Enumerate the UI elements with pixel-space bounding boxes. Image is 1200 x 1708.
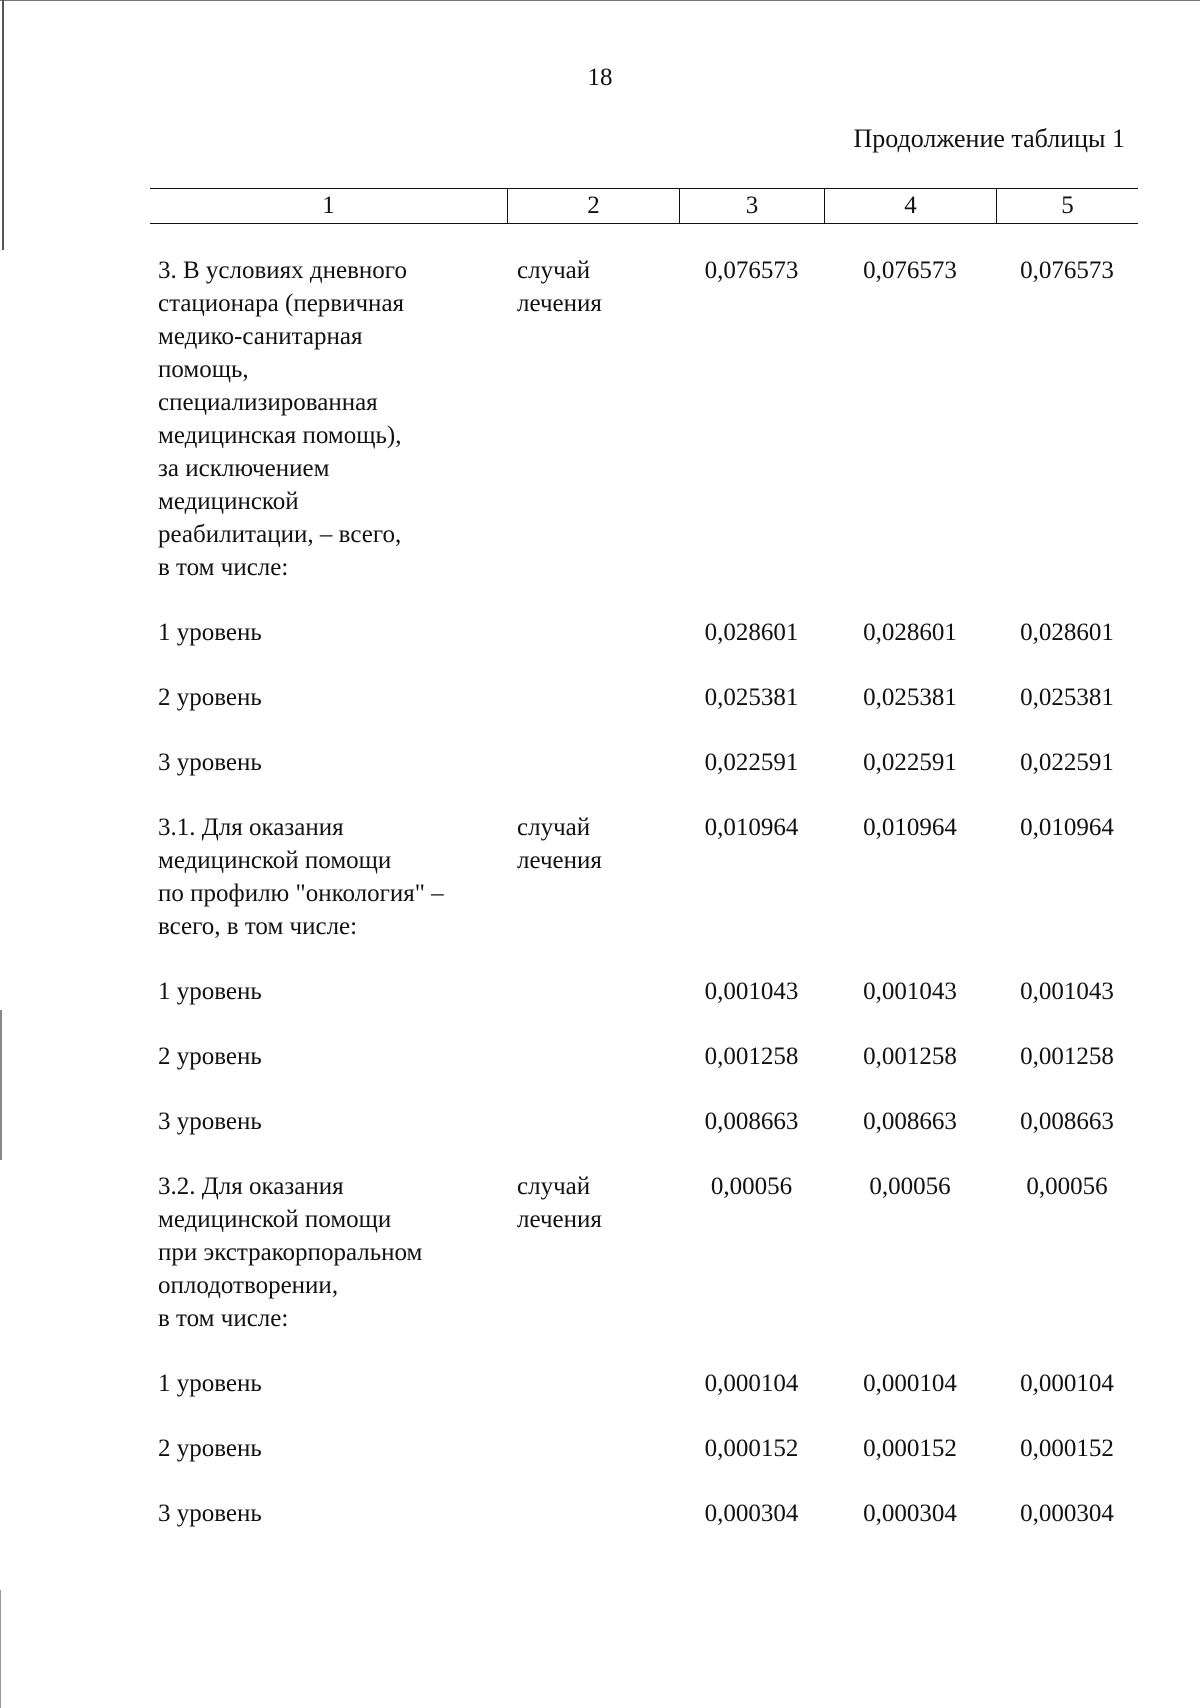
value-cell-3: 0,000152 <box>704 1435 799 1462</box>
table-row <box>150 1497 1138 1530</box>
indicator-name-line: 1 уровень <box>158 619 262 646</box>
indicator-name-line: в том числе: <box>158 1305 289 1332</box>
column-header-5: 5 <box>996 189 1138 223</box>
value-cell-5: 0,028601 <box>1020 619 1114 646</box>
value-cell-5: 0,076573 <box>1020 257 1114 284</box>
value-cell-3: 0,025381 <box>704 684 799 711</box>
indicator-name-cell <box>150 1432 507 1465</box>
indicator-name-line: медицинской <box>158 488 299 515</box>
value-cell-4: 0,000304 <box>863 1500 957 1527</box>
unit-line: случай <box>517 1173 591 1200</box>
value-cell-5: 0,001258 <box>1020 1043 1114 1070</box>
column-header-2: 2 <box>507 189 679 223</box>
table-row <box>150 254 1138 584</box>
indicator-name-line: по профилю "онкология" – <box>158 880 444 907</box>
indicator-name-cell <box>150 1497 507 1530</box>
value-cell-3: 0,001258 <box>704 1043 799 1070</box>
value-cell-3: 0,000304 <box>704 1500 799 1527</box>
indicator-name-line: 3. В условиях дневного <box>158 257 407 284</box>
indicator-name-line: в том числе: <box>158 554 289 581</box>
table-row <box>150 1432 1138 1465</box>
value-cell-3: 0,028601 <box>704 619 799 646</box>
indicator-name-cell <box>150 1170 507 1335</box>
value-cell-3: 0,000104 <box>704 1370 799 1397</box>
scan-edge-top <box>0 0 1200 1</box>
indicator-name-line: всего, в том числе: <box>158 913 358 940</box>
value-cell-4: 0,000104 <box>863 1370 957 1397</box>
value-cell-5: 0,022591 <box>1020 749 1114 776</box>
value-cell-5: 0,010964 <box>1020 814 1114 841</box>
scan-edge-left <box>2 0 4 250</box>
value-cell-5: 0,025381 <box>1020 684 1114 711</box>
indicator-name-line: 3.2. Для оказания <box>158 1173 344 1200</box>
value-cell-5: 0,000104 <box>1020 1370 1114 1397</box>
value-cell-5: 0,008663 <box>1020 1108 1114 1135</box>
value-cell-3: 0,010964 <box>704 814 799 841</box>
value-cell-4: 0,008663 <box>863 1108 957 1135</box>
continuation-label: Продолжение таблицы 1 <box>853 124 1125 153</box>
data-table <box>150 188 1138 1562</box>
indicator-name-line: медико-санитарная <box>158 323 363 350</box>
table-row <box>150 616 1138 649</box>
table-row <box>150 1105 1138 1138</box>
scan-edge-left <box>0 1590 1 1708</box>
value-cell-3: 0,076573 <box>704 257 799 284</box>
table-row <box>150 811 1138 943</box>
value-cell-5: 0,001043 <box>1020 978 1114 1005</box>
page-number: 18 <box>587 64 613 91</box>
indicator-name-line: 2 уровень <box>158 684 262 711</box>
table-row <box>150 746 1138 779</box>
value-cell-5: 0,00056 <box>1026 1173 1108 1200</box>
unit-line: лечения <box>517 1206 602 1233</box>
indicator-name-line: 2 уровень <box>158 1435 262 1462</box>
value-cell-4: 0,025381 <box>863 684 957 711</box>
value-cell-5: 0,000152 <box>1020 1435 1114 1462</box>
indicator-name-cell <box>150 1040 507 1073</box>
unit-line: случай <box>517 814 591 841</box>
column-header-4: 4 <box>824 189 996 223</box>
scan-edge-left <box>0 1010 2 1160</box>
value-cell-4: 0,010964 <box>863 814 957 841</box>
indicator-name-cell <box>150 746 507 779</box>
indicator-name-line: помощь, <box>158 356 249 383</box>
value-cell-3: 0,022591 <box>704 749 799 776</box>
unit-line: случай <box>517 257 591 284</box>
table-row <box>150 681 1138 714</box>
value-cell-3: 0,001043 <box>704 978 799 1005</box>
indicator-name-line: стационара (первичная <box>158 290 405 317</box>
value-cell-4: 0,00056 <box>869 1173 951 1200</box>
unit-cell <box>507 254 679 320</box>
indicator-name-line: за исключением <box>158 455 330 482</box>
indicator-name-line: медицинской помощи <box>158 1206 392 1233</box>
unit-line: лечения <box>517 290 602 317</box>
indicator-name-line: медицинская помощь), <box>158 422 402 449</box>
table-row <box>150 975 1138 1008</box>
value-cell-3: 0,008663 <box>704 1108 799 1135</box>
indicator-name-cell <box>150 1105 507 1138</box>
table-body <box>150 224 1138 1530</box>
table-row <box>150 1040 1138 1073</box>
indicator-name-line: 2 уровень <box>158 1043 262 1070</box>
table-row <box>150 1367 1138 1400</box>
value-cell-4: 0,000152 <box>863 1435 957 1462</box>
indicator-name-line: при экстракорпоральном <box>158 1239 423 1266</box>
indicator-name-line: 3 уровень <box>158 1500 262 1527</box>
indicator-name-line: 3.1. Для оказания <box>158 814 344 841</box>
value-cell-4: 0,076573 <box>863 257 957 284</box>
indicator-name-cell <box>150 254 507 584</box>
indicator-name-cell <box>150 1367 507 1400</box>
indicator-name-line: специализированная <box>158 389 378 416</box>
value-cell-3: 0,00056 <box>710 1173 793 1200</box>
indicator-name-line: 3 уровень <box>158 749 262 776</box>
indicator-name-line: реабилитации, – всего, <box>158 521 402 548</box>
value-cell-4: 0,001258 <box>863 1043 957 1070</box>
indicator-name-cell <box>150 616 507 649</box>
indicator-name-cell <box>150 681 507 714</box>
column-header-1: 1 <box>322 192 335 219</box>
indicator-name-line: медицинской помощи <box>158 847 392 874</box>
unit-cell <box>507 811 679 877</box>
indicator-name-line: 1 уровень <box>158 978 262 1005</box>
indicator-name-line: оплодотворении, <box>158 1272 339 1299</box>
indicator-name-cell <box>150 811 507 943</box>
column-header-3: 3 <box>679 189 824 223</box>
value-cell-5: 0,000304 <box>1020 1500 1114 1527</box>
table-row <box>150 1170 1138 1335</box>
unit-line: лечения <box>517 847 602 874</box>
indicator-name-line: 3 уровень <box>158 1108 262 1135</box>
value-cell-4: 0,022591 <box>863 749 957 776</box>
indicator-name-line: 1 уровень <box>158 1370 262 1397</box>
table-header-row <box>150 188 1138 224</box>
value-cell-4: 0,001043 <box>863 978 957 1005</box>
value-cell-4: 0,028601 <box>863 619 957 646</box>
unit-cell <box>507 1170 679 1236</box>
indicator-name-cell <box>150 975 507 1008</box>
